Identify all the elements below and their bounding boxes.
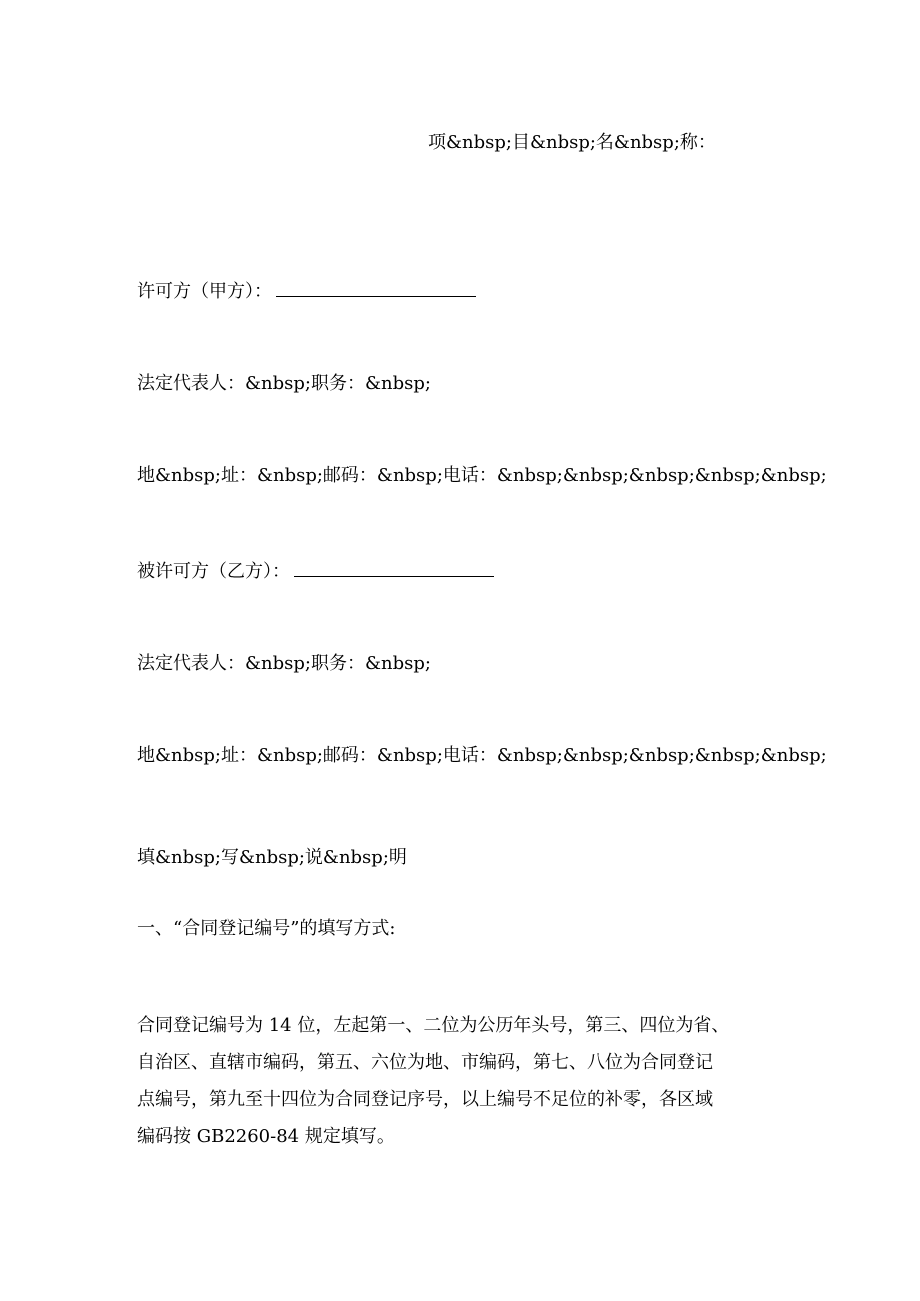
- party-a-name-field[interactable]: [276, 280, 476, 297]
- instructions-heading: 填&nbsp;写&nbsp;说&nbsp;明: [137, 847, 407, 868]
- item1-line: 自治区、直辖市编码，第五、六位为地、市编码，第七、八位为合同登记: [137, 1052, 713, 1073]
- item1-title: 一、“合同登记编号”的填写方式:: [137, 918, 396, 939]
- item1-line: 编码按 GB2260-84 规定填写。: [137, 1126, 395, 1147]
- party-a-addr-line: 地&nbsp;址：&nbsp;邮码：&nbsp;电话：&nbsp;&nbsp;&nbsp;&nbsp;&nbsp;: [137, 465, 827, 486]
- item1-line: 合同登记编号为 14 位，左起第一、二位为公历年头号，第三、四位为省、: [137, 1015, 730, 1036]
- party-b-title: 被许可方（乙方）：: [137, 561, 290, 582]
- party-b-row: [137, 560, 494, 583]
- party-a-rep-line: 法定代表人：&nbsp;职务：&nbsp;: [137, 373, 431, 394]
- item1-paragraph: [137, 1007, 805, 1155]
- party-a-row: [137, 280, 476, 303]
- party-b-addr-line: 地&nbsp;址：&nbsp;邮码：&nbsp;电话：&nbsp;&nbsp;&nbsp;&nbsp;&nbsp;: [137, 745, 827, 766]
- project-name-label: 项&nbsp;目&nbsp;名&nbsp;称：: [428, 132, 716, 153]
- party-b-name-field[interactable]: [294, 560, 494, 577]
- party-b-rep-line: 法定代表人：&nbsp;职务：&nbsp;: [137, 653, 431, 674]
- party-a-title: 许可方（甲方）：: [137, 281, 272, 302]
- item1-line: 点编号，第九至十四位为合同登记序号，以上编号不足位的补零，各区域: [137, 1089, 713, 1110]
